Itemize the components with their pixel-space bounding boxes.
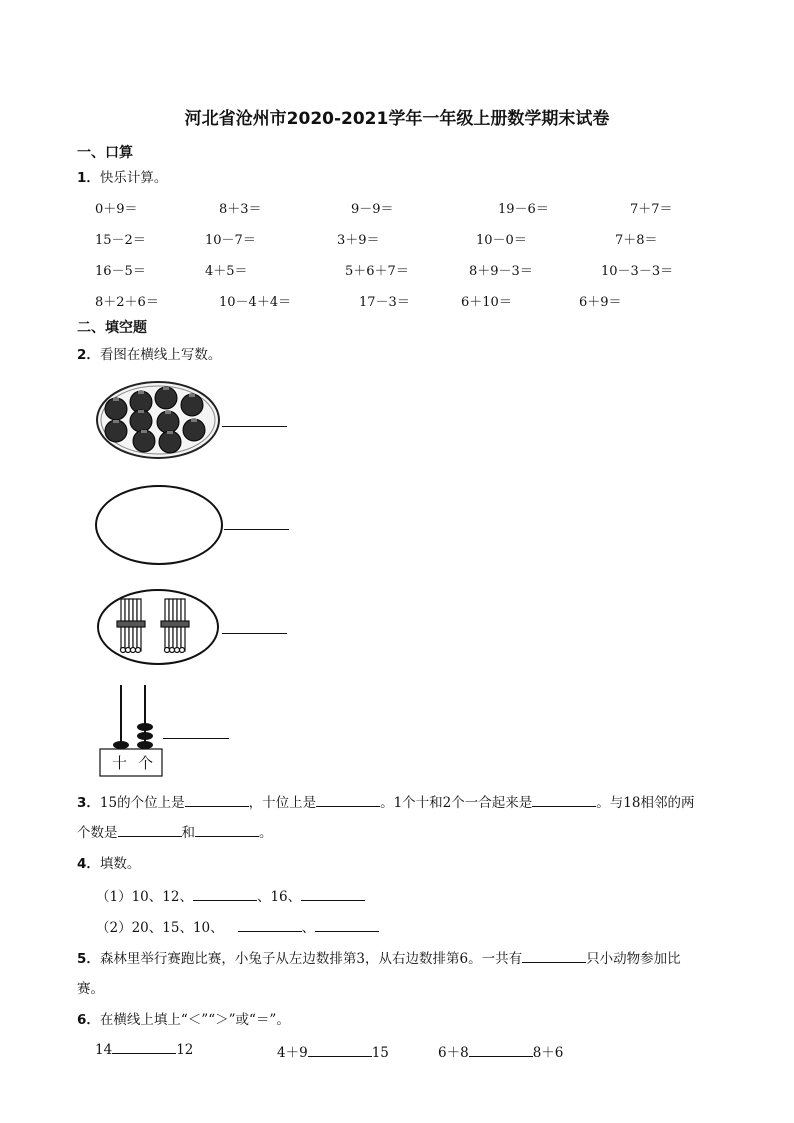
question-6 [77,1008,290,1028]
calc-item: 7＋7＝ [630,202,673,217]
calc-item: 8＋3＝ [219,202,262,217]
question-number: 1． [77,170,100,186]
answer-blank[interactable] [112,1041,176,1054]
question-text: 只小动物参加比 [586,951,681,967]
question-text: 和 [181,825,195,841]
sequence-text: 、 [301,920,316,936]
calc-item: 4＋5＝ [205,264,248,279]
question-1 [77,166,167,186]
compare-right: 8＋6 [532,1045,564,1061]
stick-bundles-image [95,587,223,667]
sequence-text: （1）10、12、 [96,889,193,905]
calc-item: 9－9＝ [351,202,394,217]
answer-line[interactable] [163,738,229,739]
calc-item: 15－2＝ [95,233,146,248]
calc-item: 8＋9－3＝ [469,264,533,279]
answer-blank[interactable] [118,824,182,837]
calc-item: 3＋9＝ [337,233,380,248]
calc-item: 17－3＝ [359,295,410,310]
answer-line[interactable] [222,633,287,634]
page-title: 河北省沧州市2020-2021学年一年级上册数学期末试卷 [184,109,610,129]
question-text: 。1个十和2个一合起来是 [380,795,533,811]
answer-blank[interactable] [238,919,302,932]
answer-blank[interactable] [469,1044,533,1057]
calc-item: 16－5＝ [95,264,146,279]
answer-blank[interactable] [316,794,380,807]
answer-blank[interactable] [315,919,379,932]
question-text: 。与18相邻的两 [596,795,695,811]
question-2 [77,343,221,363]
compare-left: 6＋8 [438,1045,469,1061]
question-text: 15的个位上是 [99,795,185,811]
sequence-text: （2）20、15、10、 [96,920,224,936]
section-heading-fill: 二、填空题 [77,320,147,336]
compare-item [438,1041,563,1061]
calc-item: 7＋8＝ [615,233,658,248]
calc-item: 8＋2＋6＝ [95,295,159,310]
compare-right: 15 [371,1045,389,1061]
question-text: 。 [259,825,273,841]
question-5 [77,947,681,967]
answer-blank[interactable] [532,794,596,807]
empty-plate-image [93,483,225,567]
abacus-image [98,683,164,779]
question-4-part-2 [96,916,379,936]
question-4-part-1 [96,885,365,905]
question-text: ，十位上是 [248,795,317,811]
question-number: 2． [77,347,100,363]
calc-item: 0＋9＝ [95,202,138,217]
question-4 [77,852,140,872]
compare-item [277,1041,389,1061]
abacus-ones-label: 个 [138,754,154,772]
sequence-text: 、16、 [256,889,302,905]
calc-item: 10－3－3＝ [601,264,674,279]
compare-left: 4＋9 [277,1045,308,1061]
question-number: 4． [77,856,100,872]
question-text: 填数。 [99,856,141,872]
answer-blank[interactable] [185,794,249,807]
answer-blank[interactable] [193,888,257,901]
calc-item: 6＋9＝ [579,295,622,310]
question-3-continued [77,821,273,841]
answer-blank[interactable] [308,1044,372,1057]
section-heading-oral: 一、口算 [77,145,133,161]
compare-left: 14 [95,1042,113,1058]
answer-line[interactable] [224,529,289,530]
question-text: 快乐计算。 [99,170,168,186]
question-text: 个数是 [77,825,118,841]
question-number: 6． [77,1012,100,1028]
abacus-tens-label: 十 [112,754,128,772]
question-5-continued: 赛。 [77,981,104,997]
calc-item: 19－6＝ [498,202,549,217]
answer-line[interactable] [222,426,287,427]
question-number: 5． [77,951,100,967]
answer-blank[interactable] [195,824,259,837]
calc-item: 5＋6＋7＝ [345,264,409,279]
question-text: 在横线上填上“＜”“＞”或“＝”。 [99,1012,290,1028]
tomato-plate-image [94,378,224,462]
answer-blank[interactable] [522,950,586,963]
question-text: 森林里举行赛跑比赛，小兔子从左边数排第3，从右边数排第6。一共有 [99,951,523,967]
question-text: 看图在横线上写数。 [99,347,222,363]
calc-item: 10－4＋4＝ [219,295,292,310]
question-number: 3． [77,795,100,811]
answer-blank[interactable] [301,888,365,901]
compare-right: 12 [176,1042,194,1058]
calc-item: 10－0＝ [476,233,527,248]
compare-item [95,1041,193,1058]
calc-item: 10－7＝ [205,233,256,248]
calc-item: 6＋10＝ [461,295,512,310]
question-3 [77,791,694,811]
